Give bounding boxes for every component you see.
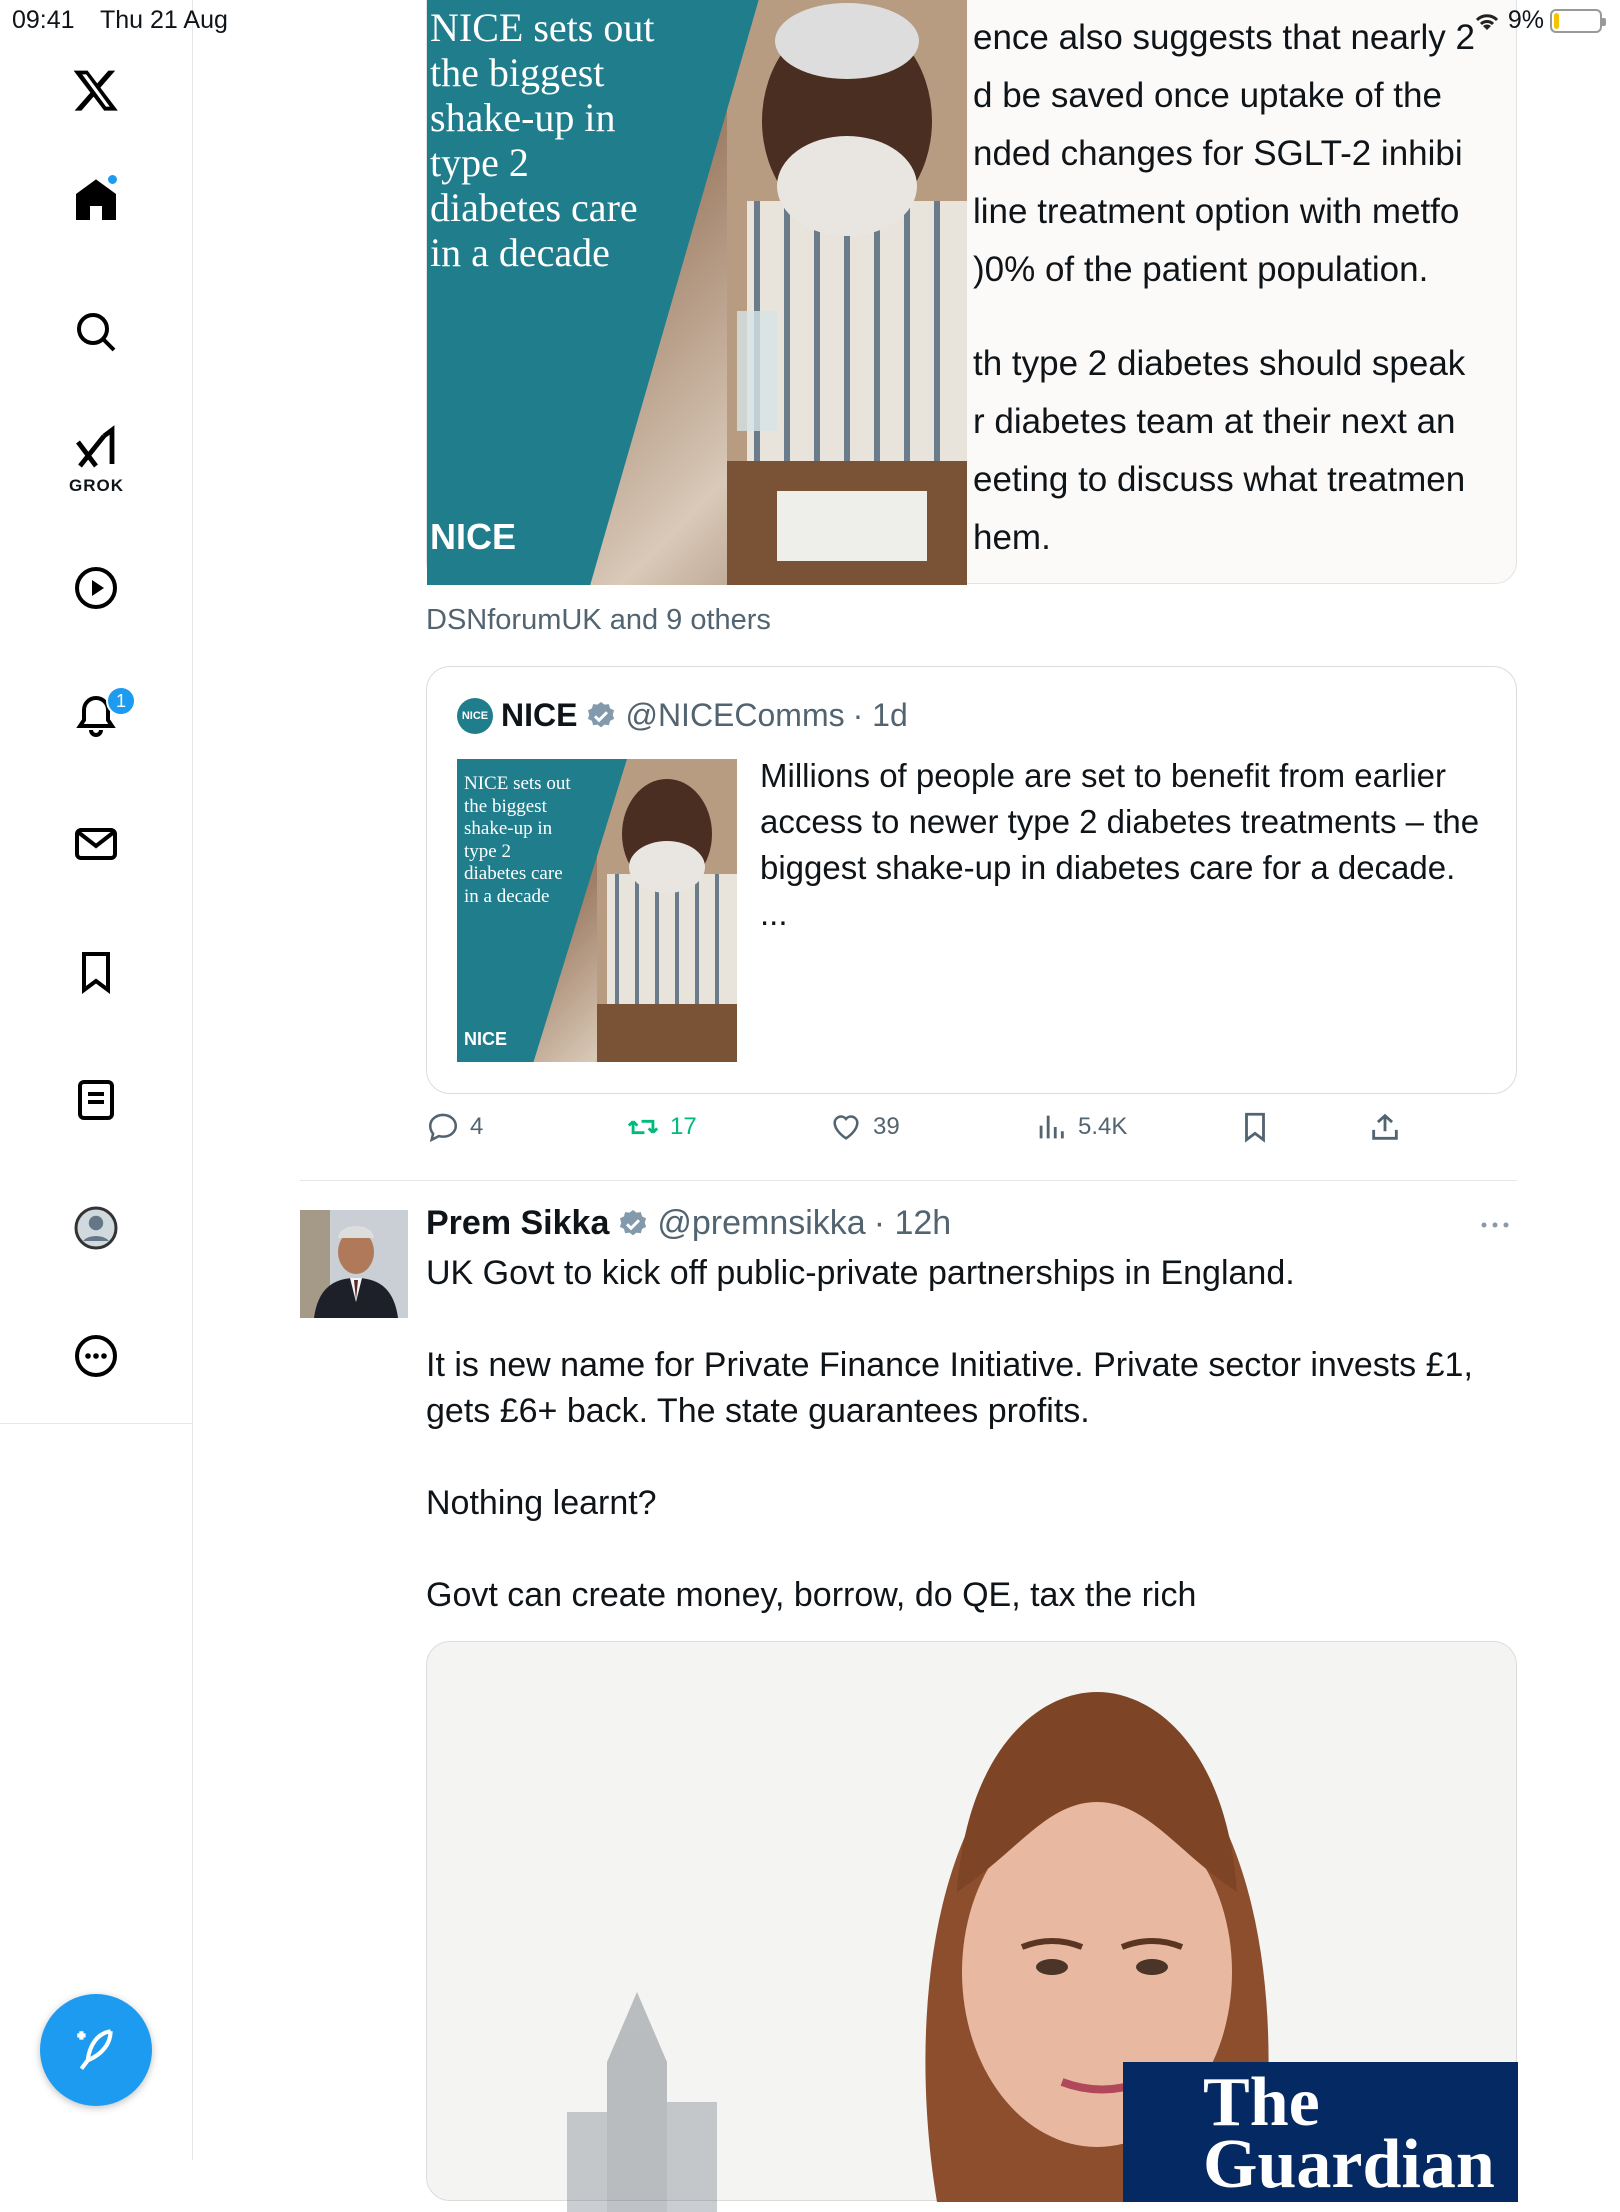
reply-button[interactable] bbox=[426, 1110, 483, 1144]
thumb-headline: NICE sets out the biggest shake-up in type 2 diabetes care in a decade bbox=[464, 773, 571, 907]
card-text-line: eeting to discuss what treatmen bbox=[973, 460, 1466, 499]
quote-header bbox=[457, 697, 908, 734]
nav-divider bbox=[192, 1424, 193, 2160]
avatar[interactable]: NICE bbox=[457, 698, 493, 734]
author-name[interactable]: Prem Sikka bbox=[426, 1204, 610, 1242]
wifi-icon bbox=[1472, 10, 1502, 32]
heart-icon bbox=[829, 1110, 863, 1144]
avatar-photo bbox=[300, 1210, 408, 1318]
card-text-line: line treatment option with metfo bbox=[973, 192, 1460, 231]
nice-logo: NICE bbox=[464, 1029, 508, 1049]
lists-icon[interactable] bbox=[56, 1060, 136, 1140]
bookmarks-icon[interactable] bbox=[56, 932, 136, 1012]
tower-silhouette bbox=[547, 1942, 727, 2212]
x-logo-icon[interactable] bbox=[56, 50, 136, 130]
messages-icon[interactable] bbox=[56, 804, 136, 884]
link-preview-card[interactable] bbox=[426, 0, 1517, 584]
status-time: 09:41 bbox=[12, 6, 75, 34]
status-date: Thu 21 Aug bbox=[100, 6, 228, 34]
card-text-line: r diabetes team at their next an bbox=[973, 402, 1456, 441]
home-unread-dot bbox=[106, 173, 119, 186]
tweet-media[interactable] bbox=[426, 1641, 1517, 2201]
tweet-text bbox=[426, 1250, 1516, 1664]
verified-icon bbox=[617, 1208, 649, 1240]
compose-button[interactable] bbox=[40, 1994, 152, 2106]
like-count: 39 bbox=[873, 1113, 900, 1140]
tweet-paragraph: Nothing learnt? bbox=[426, 1484, 657, 1522]
compose-icon bbox=[71, 2025, 121, 2075]
author-handle[interactable]: @NICEComms bbox=[625, 697, 845, 733]
tweet-paragraph: UK Govt to kick off public-private partnerships in England. bbox=[426, 1254, 1295, 1292]
battery-percent: 9% bbox=[1507, 6, 1544, 34]
reply-count: 4 bbox=[470, 1113, 484, 1140]
reply-icon bbox=[426, 1110, 460, 1144]
tweet-time: · 12h bbox=[873, 1204, 952, 1242]
left-nav bbox=[0, 0, 193, 1424]
card-text bbox=[973, 9, 1518, 567]
repost-icon bbox=[626, 1110, 660, 1144]
card-text-line: th type 2 diabetes should speak bbox=[973, 344, 1466, 383]
profile-icon[interactable] bbox=[56, 1188, 136, 1268]
card-text-line: ence also suggests that nearly 2 bbox=[973, 18, 1475, 57]
share-icon bbox=[1368, 1110, 1402, 1144]
tweet-paragraph: Govt can create money, borrow, do QE, tax the rich bbox=[426, 1576, 1197, 1614]
like-button[interactable] bbox=[829, 1110, 900, 1144]
man-photo bbox=[727, 0, 967, 585]
search-icon[interactable] bbox=[56, 292, 136, 372]
man-photo-small bbox=[597, 759, 737, 1062]
battery-icon bbox=[1550, 9, 1602, 33]
video-icon[interactable] bbox=[56, 548, 136, 628]
author-name[interactable]: NICE bbox=[501, 697, 578, 733]
bookmark-button[interactable] bbox=[1238, 1110, 1272, 1144]
card-text-line: hem. bbox=[973, 518, 1051, 557]
guardian-logo: The Guardian bbox=[1123, 2062, 1518, 2202]
status-right bbox=[1472, 6, 1602, 35]
repost-count: 17 bbox=[670, 1113, 697, 1140]
avatar[interactable] bbox=[300, 1210, 408, 1318]
verified-icon bbox=[585, 700, 617, 732]
notifications-badge: 1 bbox=[106, 686, 136, 716]
quoted-tweet[interactable] bbox=[426, 666, 1517, 1094]
views-button[interactable] bbox=[1034, 1110, 1127, 1144]
card-image bbox=[427, 0, 967, 585]
tweet-header bbox=[426, 1204, 951, 1243]
tweet-divider bbox=[300, 1180, 1517, 1181]
home-icon[interactable] bbox=[56, 160, 136, 240]
tweet-paragraph: It is new name for Private Finance Initiative. Private sector invests £1, gets £6+ back. The state guarantees profits. bbox=[426, 1346, 1473, 1430]
status-bar bbox=[0, 0, 1620, 40]
quote-thumbnail bbox=[457, 759, 737, 1062]
views-count: 5.4K bbox=[1078, 1113, 1128, 1140]
nice-logo: NICE bbox=[430, 516, 517, 557]
more-options-icon[interactable] bbox=[56, 1316, 136, 1396]
grok-label: GROK bbox=[69, 476, 124, 495]
card-text-line: )0% of the patient population. bbox=[973, 250, 1429, 289]
views-icon bbox=[1034, 1110, 1068, 1144]
repost-button[interactable] bbox=[626, 1110, 697, 1144]
quote-text: Millions of people are set to benefit from earlier access to newer type 2 diabetes treatments – the biggest shake-up in diabetes care for a decade. ... bbox=[760, 757, 1480, 932]
author-handle[interactable]: @premnsikka bbox=[657, 1204, 866, 1242]
bookmark-icon bbox=[1238, 1110, 1272, 1144]
card-text-line: d be saved once uptake of the bbox=[973, 76, 1442, 115]
tweet-actions bbox=[426, 1110, 1517, 1156]
social-context[interactable]: DSNforumUK and 9 others bbox=[426, 604, 771, 636]
share-button[interactable] bbox=[1368, 1110, 1402, 1144]
more-icon[interactable] bbox=[1478, 1210, 1512, 1240]
tweet-time: · 1d bbox=[852, 697, 908, 733]
card-text-line: nded changes for SGLT-2 inhibi bbox=[973, 134, 1463, 173]
card-headline: NICE sets out the biggest shake-up in type 2 diabetes care in a decade bbox=[430, 5, 655, 275]
